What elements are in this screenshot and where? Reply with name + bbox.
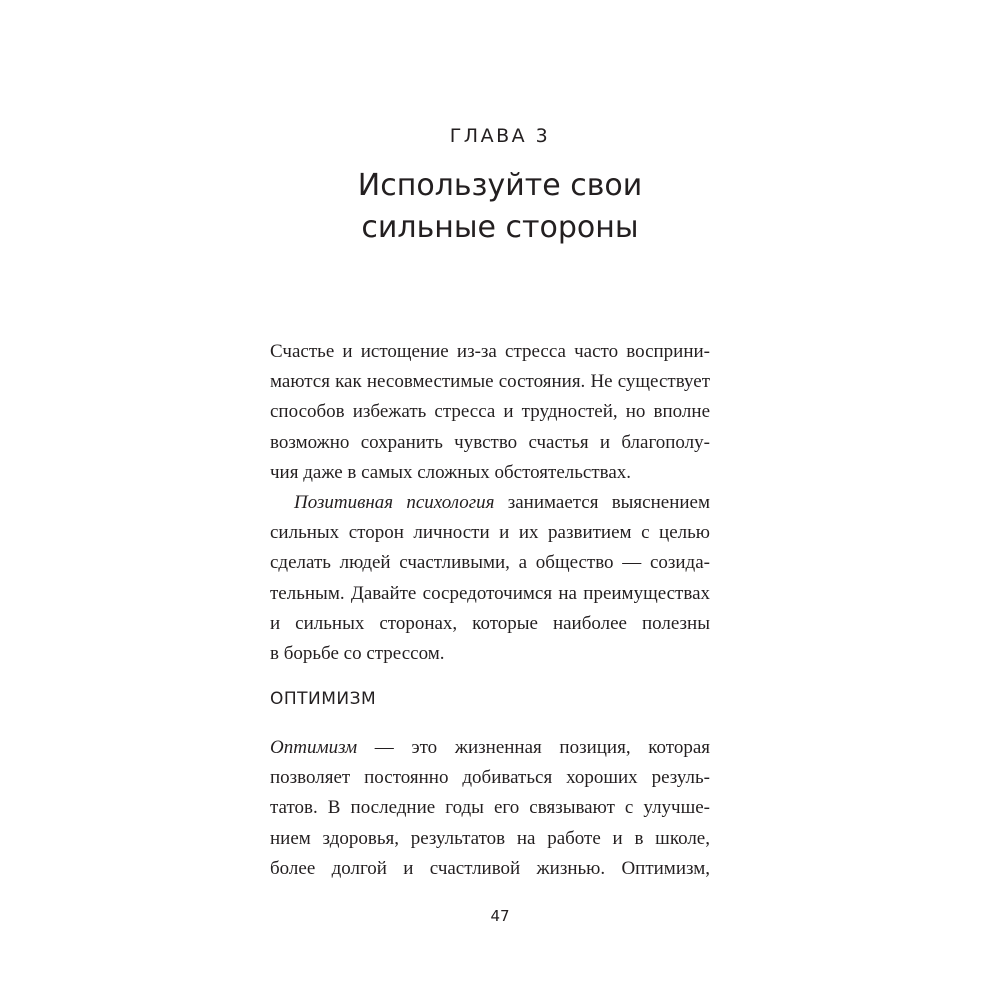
optimism-term: Оптимизм — [270, 737, 358, 758]
intro-p1-line: возможно сохранить чувство счастья и благополу- — [270, 431, 710, 453]
intro-p2-line: сильных сторон личности и их развитием с целью — [270, 522, 710, 544]
chapter-title — [0, 165, 1000, 249]
optimism-first-rest: — это жизненная позиция, которая — [357, 737, 710, 758]
positive-psychology-term: Позитивная психология — [294, 492, 495, 514]
optimism-line: нием здоровья, результатов на работе и в школе, — [270, 827, 710, 849]
intro-p2-first-rest: занимается выяснением — [494, 492, 710, 514]
optimism-line: более долгой и счастливой жизнью. Оптимизм, — [270, 857, 710, 879]
optimism-line: позволяет постоянно добиваться хороших резуль- — [270, 767, 710, 789]
intro-p1-line: маются как несовместимые состояния. Не существует — [270, 371, 710, 393]
section-heading: ОПТИМИЗМ — [270, 689, 377, 709]
optimism-text — [270, 733, 710, 884]
chapter-title-line-2: сильные стороны — [361, 210, 639, 245]
optimism-first-line — [270, 733, 710, 763]
intro-text — [270, 337, 710, 669]
intro-p2-line: в борьбе со стрессом. — [270, 643, 445, 665]
intro-p1-line: чия даже в самых сложных обстоятельствах. — [270, 461, 632, 483]
chapter-title-line-1: Используйте свои — [357, 168, 643, 203]
intro-p1-line: Счастье и истощение из-за стресса часто восприни- — [270, 341, 710, 362]
intro-p2-line: тельным. Давайте сосредоточимся на преимуществах — [270, 582, 710, 604]
page-number: 47 — [490, 907, 510, 925]
optimism-line: татов. В последние годы его связывают с улучше- — [270, 797, 710, 819]
intro-p1-line: способов избежать стресса и трудностей, но вполне — [270, 401, 710, 423]
intro-p2-line: сделать людей счастливыми, а общество — созида- — [270, 552, 710, 574]
chapter-label: ГЛАВА 3 — [449, 125, 551, 147]
intro-p2-line: и сильных сторонах, которые наиболее полезны — [270, 612, 710, 634]
intro-p2-first-line — [270, 488, 710, 518]
